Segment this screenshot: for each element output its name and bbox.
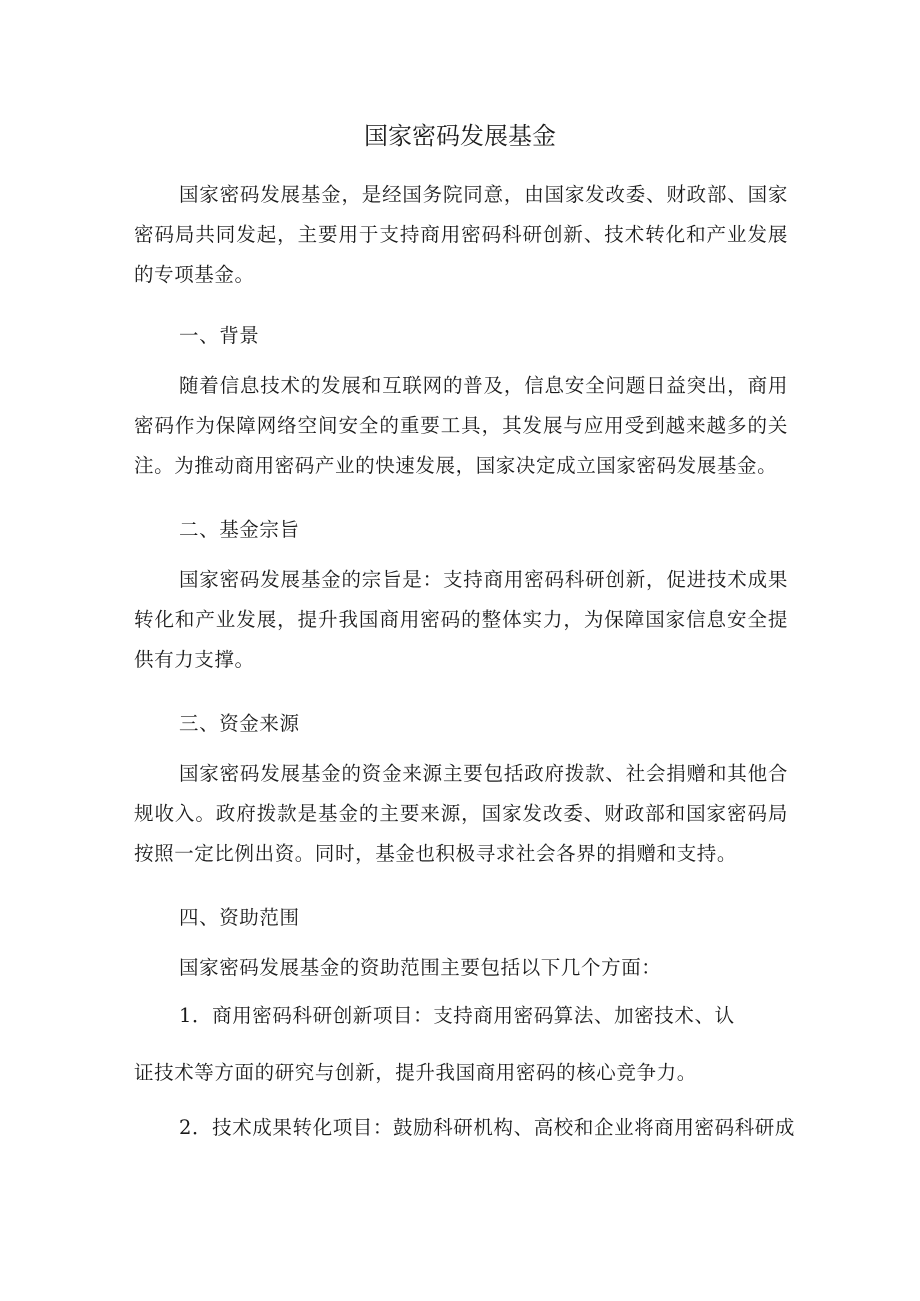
document-title: 国家密码发展基金 — [364, 122, 556, 150]
intro-paragraph: 国家密码发展基金，是经国务院同意，由国家发改委、财政部、国家密码局共同发起，主要用于支持商用密码科研创新、技术转化和产业发展的专项基金。 — [134, 183, 788, 286]
list-item-1-line-1: 1．商用密码科研创新项目：支持商用密码算法、加密技术、认 — [179, 1004, 735, 1027]
section-heading-funding-source: 三、资金来源 — [179, 712, 300, 735]
section-body-funding-scope: 国家密码发展基金的资助范围主要包括以下几个方面： — [179, 956, 662, 979]
section-heading-purpose: 二、基金宗旨 — [179, 518, 300, 541]
section-heading-background: 一、背景 — [179, 324, 260, 347]
section-body-background: 随着信息技术的发展和互联网的普及，信息安全问题日益突出，商用密码作为保障网络空间安全的重要工具，其发展与应用受到越来越多的关注。为推动商用密码产业的快速发展，国家决定成立国家密码发展基金。 — [134, 374, 788, 477]
section-body-funding-source: 国家密码发展基金的资金来源主要包括政府拨款、社会捐赠和其他合规收入。政府拨款是基金的主要来源，国家发改委、财政部和国家密码局按照一定比例出资。同时，基金也积极寻求社会各界的捐赠和支持。 — [134, 762, 788, 865]
list-item-1-line-2: 证技术等方面的研究与创新，提升我国商用密码的核心竞争力。 — [134, 1061, 697, 1084]
list-item-2-line-1: 2．技术成果转化项目：鼓励科研机构、高校和企业将商用密码科研成 — [179, 1116, 796, 1139]
section-body-purpose: 国家密码发展基金的宗旨是：支持商用密码科研创新，促进技术成果转化和产业发展，提升我国商用密码的整体实力，为保障国家信息安全提供有力支撑。 — [134, 568, 788, 671]
section-heading-funding-scope: 四、资助范围 — [179, 906, 300, 929]
